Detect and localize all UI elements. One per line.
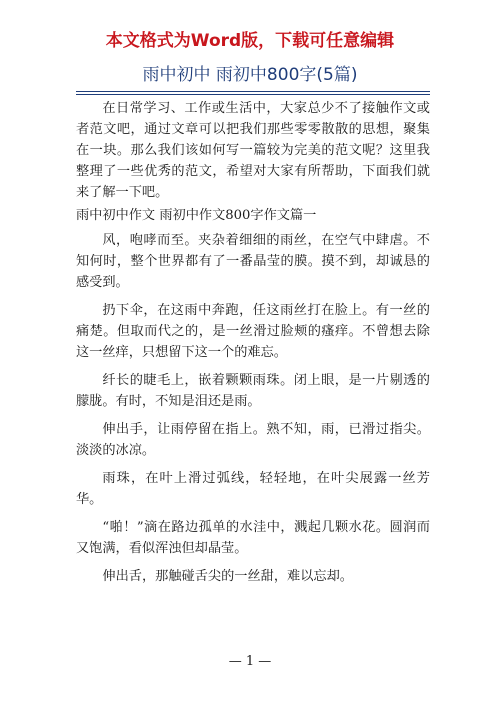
body-paragraph: 雨珠，在叶上滑过弧线，轻轻地，在叶尖展露一丝芳华。 xyxy=(76,471,430,507)
body-paragraph: 扔下伞，在这雨中奔跑，任这雨丝打在脸上。有一丝的痛楚。但取而代之的，是一丝滑过脸颊的瘙痒。不曾想去除这一丝痒，只想留下这一个的难忘。 xyxy=(76,303,430,360)
body-paragraph: “啪！”滴在路边孤单的水洼中，溅起几颗水花。圆润而又饱满，看似浑浊但却晶莹。 xyxy=(76,520,430,556)
title-rule-bottom xyxy=(76,94,430,95)
body-paragraph: 风，咆哮而至。夹杂着细细的雨丝，在空气中肆虐。不知何时，整个世界都有了一番晶莹的膜。摸不到，却诚恳的感受到。 xyxy=(76,233,430,290)
download-banner: 本文格式为Word版，下载可任意编辑 xyxy=(105,31,395,51)
page-number: — 1 — xyxy=(228,654,272,669)
intro-paragraph: 在日常学习、工作或生活中，大家总少不了接触作文或者范文吧，通过文章可以把我们那些零零散散的思想，聚集在一块。那么我们该如何写一篇较为完美的范文呢？这里我整理了一些优秀的范文，希望对大家有所帮助，下面我们就来了解一下吧。 xyxy=(76,101,430,200)
title-rule-top xyxy=(76,91,430,92)
body-paragraph: 纤长的睫毛上，嵌着颗颗雨珠。闭上眼，是一片剔透的朦胧。有时，不知是泪还是雨。 xyxy=(76,373,430,409)
body-paragraph: 伸出手，让雨停留在指上。熟不知，雨，已滑过指尖。淡淡的冰凉。 xyxy=(76,422,430,458)
section-subtitle: 雨中初中作文 雨初中作文800字作文篇一 xyxy=(76,208,317,223)
page-title: 雨中初中 雨初中800字(5篇) xyxy=(142,65,358,85)
body-paragraph: 伸出舌，那触碰舌尖的一丝甜，难以忘却。 xyxy=(102,569,353,584)
document-body xyxy=(76,98,430,594)
